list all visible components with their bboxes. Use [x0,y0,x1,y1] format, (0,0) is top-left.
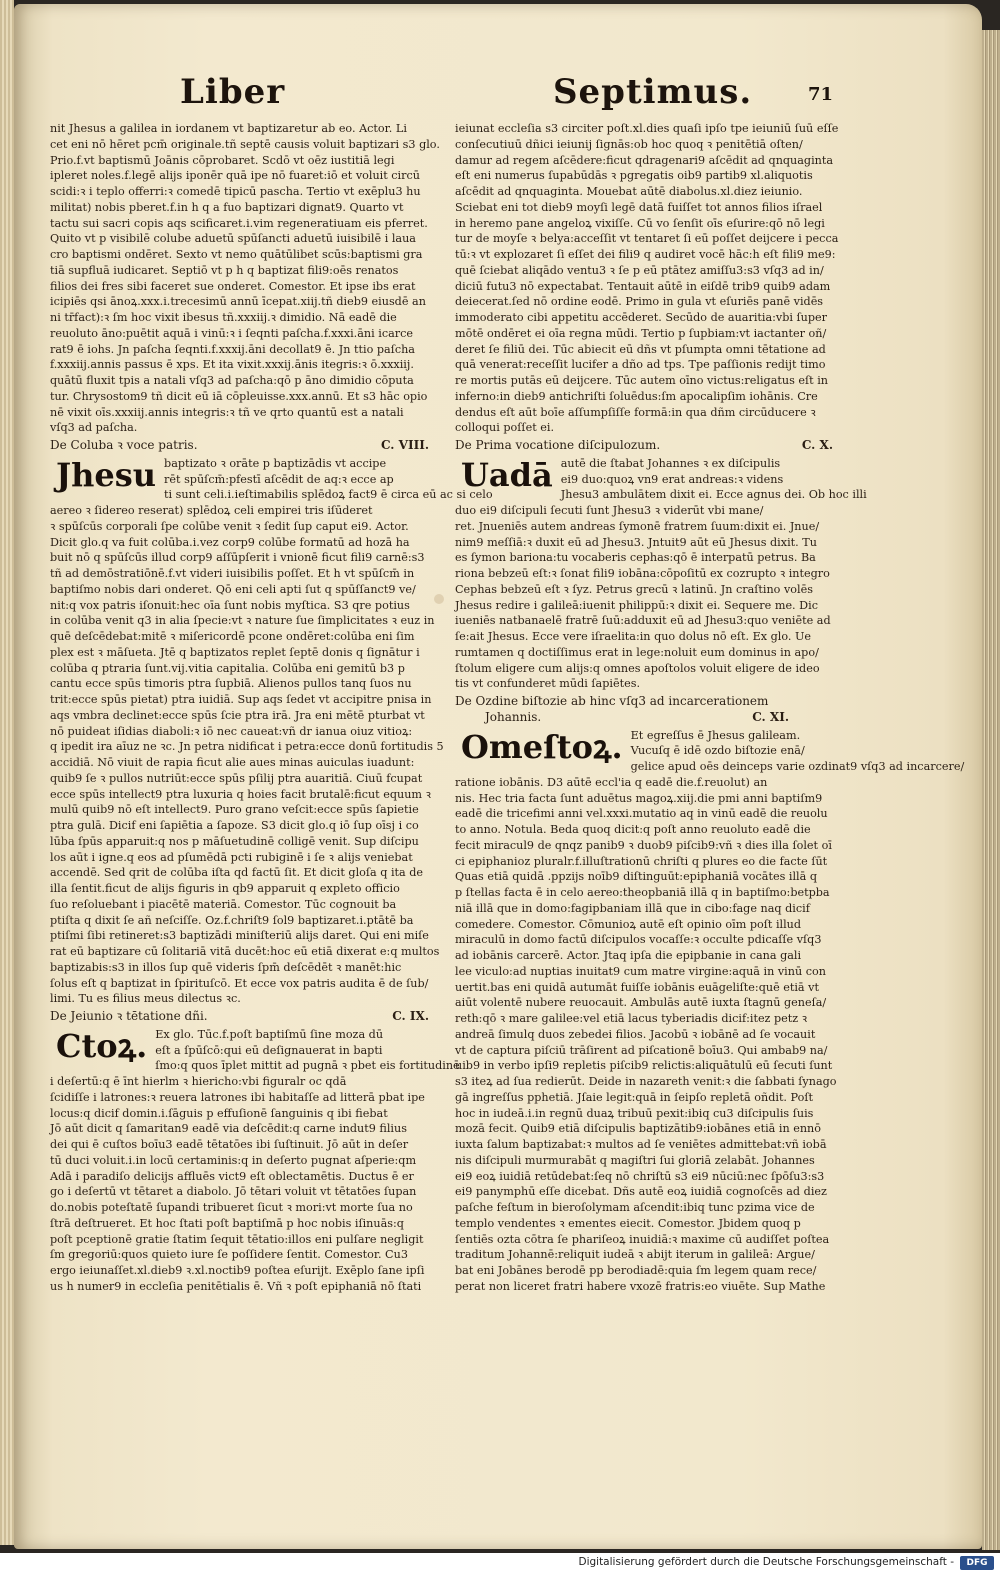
text-line: mōtē ondēret ei oīa regna mūdi. Tertio p ſupbiam:vt iactanter oñ/ [455,326,827,340]
text-line: lee viculo:ad nuptias inuitat9 cum matre virgine:aquā in vinū con [455,964,826,978]
text-line: ſuo reſoluebant i piacētē materiā. Comestor. Tūc cognouit ba [50,897,397,911]
chapter-number: C. VIII. [380,438,429,452]
text-line: reth:qō ꝛ mare galilee:vel etiā lacus tyberiadis dicif:itez petz ꝛ [455,1012,808,1025]
text-line: ſentiēs ozta cōtra ſe phariſeoꝝ inuidiā:ꝛ maxime cū audiſſet poſtea [455,1232,830,1246]
text-line: colloqui poſſet ei. [455,421,554,435]
text-line: ſcidiſſe i latrones:ꝛ reuera latrones ibi habitaſſe ad litterā pbat ipe [50,1090,425,1104]
text-line: iuxta ſalum baptizabat:ꝛ multos ad ſe veniētes admittebat:vñ iobā [455,1138,827,1151]
text-line: us h numer9 in eccleſia penitētialis ē. Vñ ꝛ poſt epiphaniā nō ſtati [50,1279,422,1293]
text-line: ecce spūs intellect9 ptra luxuria q hoies facit brutalē:ficut equum ꝛ [50,787,431,801]
text-line: rēt spūſcm̄:pfestī aſcēdit de aq:ꝛ ecce ap [164,472,394,486]
text-line: locus:q dicif domin.i.ſāguis p effuſionē ſanguinis q ibi fiebat [50,1106,388,1120]
binding-edge [0,0,14,1545]
text-line: accidiā. Nō viuit de rapia ficut alie aues minas auiculas iuadunt: [50,756,415,769]
text-line: Prio.f.vt baptismū Joānis cōprobaret. Scdō vt oēz iustitiā legi [50,153,395,167]
text-line: deiecerat.ſed nō ordine eodē. Primo in gula vt eſuriēs panē vidēs [455,295,824,309]
text-line: tis vt confunderet mūdi ſapiētes. [455,677,640,691]
text-line: baptizato ꝛ orāte p baptizādis vt accipe [164,456,387,470]
text-line: nis diſcipuli murmurabāt q magiſtri ſui gloriā zelabāt. Johannes [455,1153,815,1167]
decorated-initial: Ctoꝝ. [56,1026,148,1065]
text-line: ſe:ait Jhesus. Ecce vere iſraelita:in quo dolus nō eſt. Ex glo. Ue [455,630,812,643]
text-line: inferno:in dieb9 antichriſti ſoluēdus:ſm apocalipſim iohānis. Cre [455,389,818,403]
text-line: filios dei fres sibi faceret sue onderet. Comestor. Et ipse ibs erat [50,279,416,293]
text-line: trit:ecce spūs pietat) ptra iuidiā. Sup aqs ſedet vt accipitre pnisa in [50,693,432,706]
text-line: icipiēs qsi ānoꝝ.xxx.i.trecesimū annū īcepat.xiij.tñ dieb9 eiusdē an [50,295,426,309]
text-line: fecit miracul9 de qnqz panib9 ꝛ duob9 piſcib9:vñ ꝛ dies illa ſolet oī [455,838,832,852]
text-line: baptizabis:s3 in illos ſup quē videris ſpm̄ deſcēdēt ꝛ manēt:hic [50,960,402,974]
text-line: niā illā que in domo:fagipbaniam illā que in cibo:fage naq dicif [455,901,810,915]
text-line: ptra gulā. Dicif eni ſapiētia a ſapoze. S3 dicit glo.q iō ſup oīsj i co [50,819,419,832]
text-line: vt de captura piſciū trāſirent ad piſcationē boīu3. Qui ambab9 na/ [455,1043,828,1057]
text-line: in heremo pane angeloꝝ vixiſſe. Cū vo ſenſit oīs eſurire:qō nō legi [455,216,825,230]
text-line: comedere. Comestor. Cōmunioꝝ autē eſt opinio oīm poſt illud [455,917,802,931]
text-line: cet eni nō hēret pcm̄ originale.tñ septē causis voluit baptizari s3 glo. [50,137,440,151]
text-line: ergo ieiunaſſet.xl.dieb9 ꝛ.xl.noctib9 poſtea eſurijt. Exēplo ſane ipſi [50,1264,425,1277]
text-line: ſolus eſt q baptizat in ſpirituſcō. Et ecce vox patris audita ē de ſub/ [50,976,429,990]
text-line: mulū quib9 nō eſt intellect9. Puro grano veſcit:ecce spūs ſapietie [50,803,419,817]
text-line: es ſymon bariona:tu vocaberis cephas:qō ē interpatū petrus. Ba [455,551,816,565]
chapter-title: De Ozdine biſtozie ab hinc vſq3 ad incarcerationem [455,694,769,708]
text-line: mozā fecit. Quib9 etiā diſcipulis baptizātib9:iobānes etiā in ennō [455,1122,821,1136]
folio-number: 71 [808,84,834,105]
chapter-number: C. XI. [752,709,789,724]
running-head-left: Liber [180,72,286,112]
text-line: eſt eni numerus ſupabūdās ꝛ pgregatis oib9 partib9 xl.aliquotis [455,169,813,183]
text-line: paſche feſtum in bieroſolymam aſcendit:ibiq tunc pzima vice de [455,1201,815,1214]
text-line: autē die ſtabat Johannes ꝛ ex diſcipulis [560,456,781,470]
decorated-initial: Uadā [461,455,553,494]
text-line: ad iobānis carcerē. Actor. Jtaq ipſa die epipbanie in cana gali [455,949,802,962]
footer-bar [0,1553,1000,1573]
text-line: tñ ad demōstratiōnē.f.vt videri iuisibilis poſſet. Et h vt spūſcm̄ in [50,567,415,580]
text-line: plex est ꝛ māſueta. Jtē q baptizatos replet ſeptē donis q ſignātur i [50,645,420,659]
text-line: miraculū in domo factū diſcipulos vocaſſe:ꝛ occulte pdicaſſe vſq3 [455,933,822,947]
text-line: ſmo:q quos īplet mittit ad pugnā ꝛ pbet eis fortitudinē [155,1059,460,1073]
text-line: hoc in iudeā.i.in regnū duaꝝ tribuū pexit:ibiq cu3 diſcipulis ſuis [455,1106,814,1120]
text-line: Ex glo. Tūc.f.poſt baptiſmū ſine moza dū [155,1027,384,1041]
text-line: colūba q ptraria ſunt.vij.vitia capitalia. Colūba eni gemitū b3 p [50,661,405,675]
text-line: dei qui ē cuſtos boīu3 eadē tētatōes ibi ſuſtinuit. Jō aūt in deſer [50,1138,409,1151]
text-line: Vucuſq ē idē ozdo biſtozie enā/ [630,744,805,758]
text-line: s3 iteꝝ ad ſua redierūt. Deide in nazareth venit:ꝛ die ſabbati ſynago [455,1075,837,1088]
text-line: tū:ꝛ vt explozaret ſi eſſet dei fili9 q audiret vocē hāc:h eſt fili9 me9: [455,248,836,261]
text-line: Sciebat eni tot dieb9 moyſi legē datā fuiſſet tot annos filios iſrael [455,200,823,214]
text-line: cantu ecce spūs timoris ptra ſupbiā. Alienos pullos tanq ſuos nu [50,677,412,691]
text-line: perat non liceret fratri habere vxozē fratris:eo viuēte. Sup Mathe [455,1279,826,1293]
text-line: Jhesus redire i galileā:iuenit philippū:ꝛ dixit ei. Sequere me. Dic [455,598,818,612]
text-line: gelice apud oēs deinceps varie ozdinat9 vſq3 ad incarcere/ [630,760,965,773]
text-line: tur de moyſe ꝛ belya:acceſſit vt tentaret ſi eū poſſet deijcere i pecca [455,232,839,246]
text-line: ret. Jnueniēs autem andreas ſymonē fratrem ſuum:dixit ei. Jnue/ [455,519,820,533]
text-line: uertit.bas eni quidā autumāt fuiſſe iobānis euāgeliſte:quē etiā vt [455,980,819,994]
text-line: ratione iobānis. D3 aūtē eccl'ia q eadē die.f.reuolut) an [455,775,768,789]
text-line: ptiſmi ſibi retineret:s3 baptizādi miniſteriū alijs daret. Qui eni miſe [50,929,429,943]
text-line: nim9 meſſiā:ꝛ duxit eū ad Jhesu3. Jntuit9 aūt eū Jhesus dixit. Tu [455,535,817,549]
text-line: aſcēdit ad qnquaginta. Mouebat aūtē diabolus.xl.diez ieiunio. [455,185,803,198]
text-line: Cephas bebzeū eſt ꝛ ſyz. Petrus grecū ꝛ latinū. Jn craſtino volēs [455,582,813,596]
text-line: Jō aūt dicit q ſamaritan9 eadē via deſcēdit:q carne indut9 filius [50,1122,407,1136]
text-line: gā ingreſſus pphetiā. Jſaie legit:quā in ſeipſo repletā oñdit. Poſt [455,1090,813,1104]
text-block-continuation [455,121,839,436]
decorated-initial: Omeſtoꝝ. [461,727,623,766]
text-line: diciū futu3 nō expectabat. Tentauit aūtē in eiſdē trib9 quib9 adam [455,279,831,293]
chapter-title: De Coluba ꝛ voce patris. [50,438,198,452]
text-line: templo vendentes ꝛ ementes eiecit. Comestor. Jbidem quoq p [455,1216,801,1230]
text-line: riona bebzeū eſt:ꝛ ſonat fili9 iobāna:cōpoſitū ex cozrupto ꝛ integro [455,567,830,580]
text-line: quātū fluxit tpis a natali vſq3 ad paſcha:qō p āno dimidio cōputa [50,374,414,387]
text-line: eſt a ſpūſcō:qui eū deſignauerat in bapti [155,1043,383,1057]
text-line: ieiunat eccleſia s3 circiter poſt.xl.dies quaſi ipſo tpe ieiuniū ſuū eſſe [455,122,839,135]
text-line: reuoluto āno:puētit aquā i vinū:ꝛ i ſeqnti paſcha.f.xxxi.āni icarce [50,326,413,340]
text-line: nit Jhesus a galilea in iordanem vt baptizaretur ab eo. Actor. Li [50,122,407,135]
left-text-column [50,121,493,1295]
text-line: ti sunt celi.i.ieſtimabilis splēdoꝝ fact9 ē circa eū ac si celo [164,488,493,502]
text-line: scidi:ꝛ i teplo offerri:ꝛ comedē tipicū pascha. Tertio vt exēplu3 hu [50,185,421,198]
text-line: ptiſta q dixit ſe añ neſciſſe. Oz.f.chriſt9 ſol9 baptizaret.i.ptātē ba [50,913,414,927]
text-line: do.nobis poteſtatē ſupandi tribueret ſicut ꝛ mori:vt morte ſua no [50,1201,413,1214]
text-line: tur. Chrysostom9 tñ dicit eū iā cōpleuisse.xxx.annū. Et s3 hāc opio [50,389,428,403]
text-line: militat) nobis pberet.f.in h q a fuo baptizari dignat9. Quarto vt [50,200,404,214]
text-line: aiūt volentē nubere reuocauit. Ambulās autē iuxta ſtagnū geneſa/ [455,996,827,1010]
dfg-logo: DFG [960,1556,994,1570]
text-line: dendus eſt aūt boīe aſſumpſiſſe formā:in qua dñm circūducere ꝛ [455,405,816,419]
text-line: ei9 eoꝝ iuidiā retūdebat:ſeq nō chriſtū s3 ei9 nūciū:nec ſpōſu3:s3 [455,1169,825,1183]
chapter-title-cont: Johannis. [485,709,542,724]
chapter-number: C. X. [801,438,833,452]
text-line: nē vixit oīs.xxxiij.annis integris:ꝛ tñ ve qrto quantū est a natali [50,405,404,419]
text-line: in colūba venit q3 in alia ſpecie:vt ꝛ nature ſue ſimplicitates ꝛ euz in [50,614,435,628]
text-block-ix [50,1026,460,1295]
text-line: baptiſmo nobis dari onderet. Qō eni celi apti ſut q spūſſanct9 ve/ [50,582,416,596]
text-line: nis. Hec tria facta ſunt aduētus magoꝝ.xiij.die pmi anni baptiſm9 [455,791,823,805]
funding-notice: Digitalisierung gefördert durch die Deutsche Forschungsgemeinschaft - [578,1556,954,1568]
chapter-heading-ix [50,1009,435,1025]
text-line: accendē. Sed qrit de colūba iſta qd factū ſit. Et dicit gloſa q ita de [50,866,424,880]
text-line: poſt pceptionē gratie ſtatim ſequit tētatio:illos eni pulſare negligit [50,1232,424,1246]
text-line: ni tr̄fact):ꝛ ſm hoc vixit ibesus tñ.xxxiij.ꝛ dimidio. Nā eadē die [50,311,397,324]
text-line: tū duci voluit.i.in locū certaminis:q in deſerto pugnat aſperie:qm [50,1153,417,1167]
text-line: buit nō q spūſcūs illud corp9 aſſūpſerit i vnionē ficut fili9 carnē:s3 [50,551,425,565]
text-line: aqs vmbra declinet:ecce spūs ſcie ptra irā. Jra eni mētē pturbat vt [50,708,425,722]
text-line: ipleret noles.f.legē alijs iponēr quā ipe nō fuaret:iō et voluit circū [50,169,420,183]
text-line: traditum Johannē:reliquit iudeā ꝛ abijt iterum in galileā: Argue/ [455,1248,815,1262]
text-line: Et egreſſus ē Jhesus galileam. [630,728,801,742]
text-line: ſtrā deſtrueret. Et hoc ſtati poſt baptiſmā p hoc nobis iſinuās:q [50,1216,404,1230]
text-line: ſm gregoriū:quos quieto iure ſe poſſidere ſentit. Comestor. Cu3 [50,1248,408,1262]
text-line: to anno. Notula. Beda quoq dicit:q poſt anno reuoluto eadē die [455,823,811,836]
text-line: eadē die tricefimi anni vel.xxxi.mutatio aq in vinū eadē die reuolu [455,807,828,821]
chapter-number: C. IX. [392,1009,429,1023]
chapter-title: De Jeiunio ꝛ tētatione dñi. [50,1009,208,1023]
text-line: Adā i paradiſo delicijs affluēs vict9 eſt oblectamētis. Ductus ē er [50,1169,414,1183]
text-line: Dicit glo.q va fuit colūba.i.vez corp9 colūbe formatū ad hozā ha [50,535,410,549]
text-line: rumtamen q doctiſſimus erat in lege:noluit eum dominus in apo/ [455,645,819,659]
text-line: quē ſciebat aliqādo ventu3 ꝛ ſe p eū ptātez amiſſu3:s3 vſq3 ad in/ [455,263,824,277]
text-block-viii [50,455,493,1007]
text-line: tactu sui sacri copis aqs scificaret.i.vim regeneratiuam eis pferret. [50,216,428,230]
text-line: bat eni Jobānes berodē pp berodiadē:quia ſm legem quam rece/ [455,1264,817,1277]
text-line: uib9 in verbo ipſi9 repletis piſcib9 relictis:aliquātulū eū ſecuti ſunt [455,1059,833,1073]
text-line: ſtolum eligere cum alijs:q omnes apoſtolos voluit eligere de ideo [455,661,820,675]
text-line: quib9 ſe ꝛ pullos nutriūt:ecce spūs pſilij ptra auaritiā. Ciuū fcupat [50,771,423,785]
text-line: duo ei9 diſcipuli ſecuti ſunt Jhesu3 ꝛ viderūt vbi mane/ [455,504,764,517]
text-line: go i deſertū vt tētaret a diabolo. Jō tētari voluit vt tētatōes ſupan [50,1185,417,1199]
text-line: ei9 duo:quoꝝ vn9 erat andreas:ꝛ videns [560,472,784,486]
page-edges [982,30,1000,1550]
text-line: Quas etiā quidā .ppzijs noīb9 diſtinguūt:epiphaniā vocātes illā q [455,870,817,884]
text-block-x [455,455,867,692]
text-line: los aūt i igne.q eos ad pſumēdā pcti rubiginē i ſe ꝛ alijs veniebat [50,850,413,864]
text-line: Jhesu3 ambulātem dixit ei. Ecce agnus dei. Ob hoc illi [560,488,867,502]
text-line: re mortis putās eū deijcere. Tūc autem oīno victus:religatus eſt in [455,374,828,387]
text-line: ei9 panymphū eſſe dicebat. Dñs autē eoꝝ iuidiā cognoſcēs ad diez [455,1185,827,1199]
text-line: lūba ſpūs apparuit:q nos p māſuetudinē colligē venit. Sup diſcipu [50,834,419,848]
text-line: f.xxxiij.annis passus ē xps. Et ita vixit.xxxij.ānis itegris:ꝛ ō.xxxiij. [50,358,414,372]
decorated-initial: Jhesu [56,455,157,494]
text-line: tiā supfluā iudicaret. Septiō vt p h q baptizat fili9:oēs renatos [50,263,399,277]
text-line: aereo ꝛ ſidereo reserat) splēdoꝝ celi empirei tris iſūderet [50,504,373,517]
text-line: damur ad regem aſcēdere:ficut qdragenari9 aſcēdit ad qnquaginta [455,153,834,167]
text-line: immoderato cibi appetitu accēderet. Secūdo de auaritia:vbi ſuper [455,311,828,324]
text-line: conſecutiuū dñici ieiunij ſignās:ob hoc quoq ꝛ penitētiā oſten/ [455,137,803,151]
text-line: quā venerat:receſſit lucifer a dño ad tps. Tpe paſſionis redijt timo [455,358,826,372]
text-line: ci epiphanioz pluralr.f.illuſtrationū chriſti q plures eo die facte ſūt [455,854,828,868]
ink-stain [434,594,444,604]
text-line: Quito vt p visibilē colube aduetū spūſancti aduetū iuisibilē i laua [50,232,416,246]
text-line: rat eū baptizare cū ſolitariā vitā ducēt:hoc eū etiā dixerat e:q multos [50,945,440,958]
text-line: q ipedit ira aīuz ne ꝛc. Jn petra nidificat i petra:ecce donū fortitudis 5 [50,740,444,754]
text-block-intro [50,121,440,436]
text-line: i deſertū:q ē īnt hierlm ꝛ hiericho:vbi figuralr oc qdā [50,1075,347,1088]
text-line: nō puideat iſidias diaboli:ꝛ iō nec caueat:vñ dr ianua oiuz vitioꝝ: [50,724,413,738]
text-line: rat9 ē iohs. Jn paſcha ſeqnti.f.xxxij.āni decollat9 ē. Jn ttio paſcha [50,342,415,356]
text-line: nit:q vox patris iſonuit:hec oīa ſunt nobis myſtica. S3 qre potius [50,598,410,612]
text-line: illa ſentit.ficut de alijs figuris in qb9 apparuit q expleto officio [50,882,400,895]
chapter-title: De Prima vocatione diſcipulozum. [455,438,661,452]
text-line: deret ſe filiū dei. Tūc abiecit eū dñs vt pſumpta omni tētatione ad [455,342,826,356]
text-line: andreā ſimulq duos zebedei filios. Jacobū ꝛ iobānē ad ſe vocauit [455,1027,816,1041]
right-text-column [455,121,965,1295]
chapter-heading-viii [50,438,435,454]
text-line: vſq3 ad paſcha. [50,421,138,435]
text-block-xi [455,727,965,1295]
text-line: cro baptismi ondēret. Sexto vt nemo quātūlibet scūs:baptismi gra [50,248,423,261]
text-line: limi. Tu es filius meus dilectus ꝛc. [50,992,241,1006]
chapter-heading-x [455,438,839,454]
chapter-heading-xi [455,694,839,726]
text-line: iueniēs natbanaelē fratrē ſuū:adduxit eū ad Jhesu3:quo veniēte ad [455,614,831,628]
text-line: quē deſcēdebat:mitē ꝛ miſericordē pcone ondēret:colūba eni ſim [50,630,415,643]
running-head-right: Septimus. [553,72,753,112]
text-line: ꝛ spūſcūs corporali ſpe colūbe venit ꝛ ſedit ſup caput ei9. Actor. [50,519,409,533]
text-line: p ſtellas facta ē in celo aereo:theopbaniā illā q in baptiſmo:betpba [455,886,830,899]
